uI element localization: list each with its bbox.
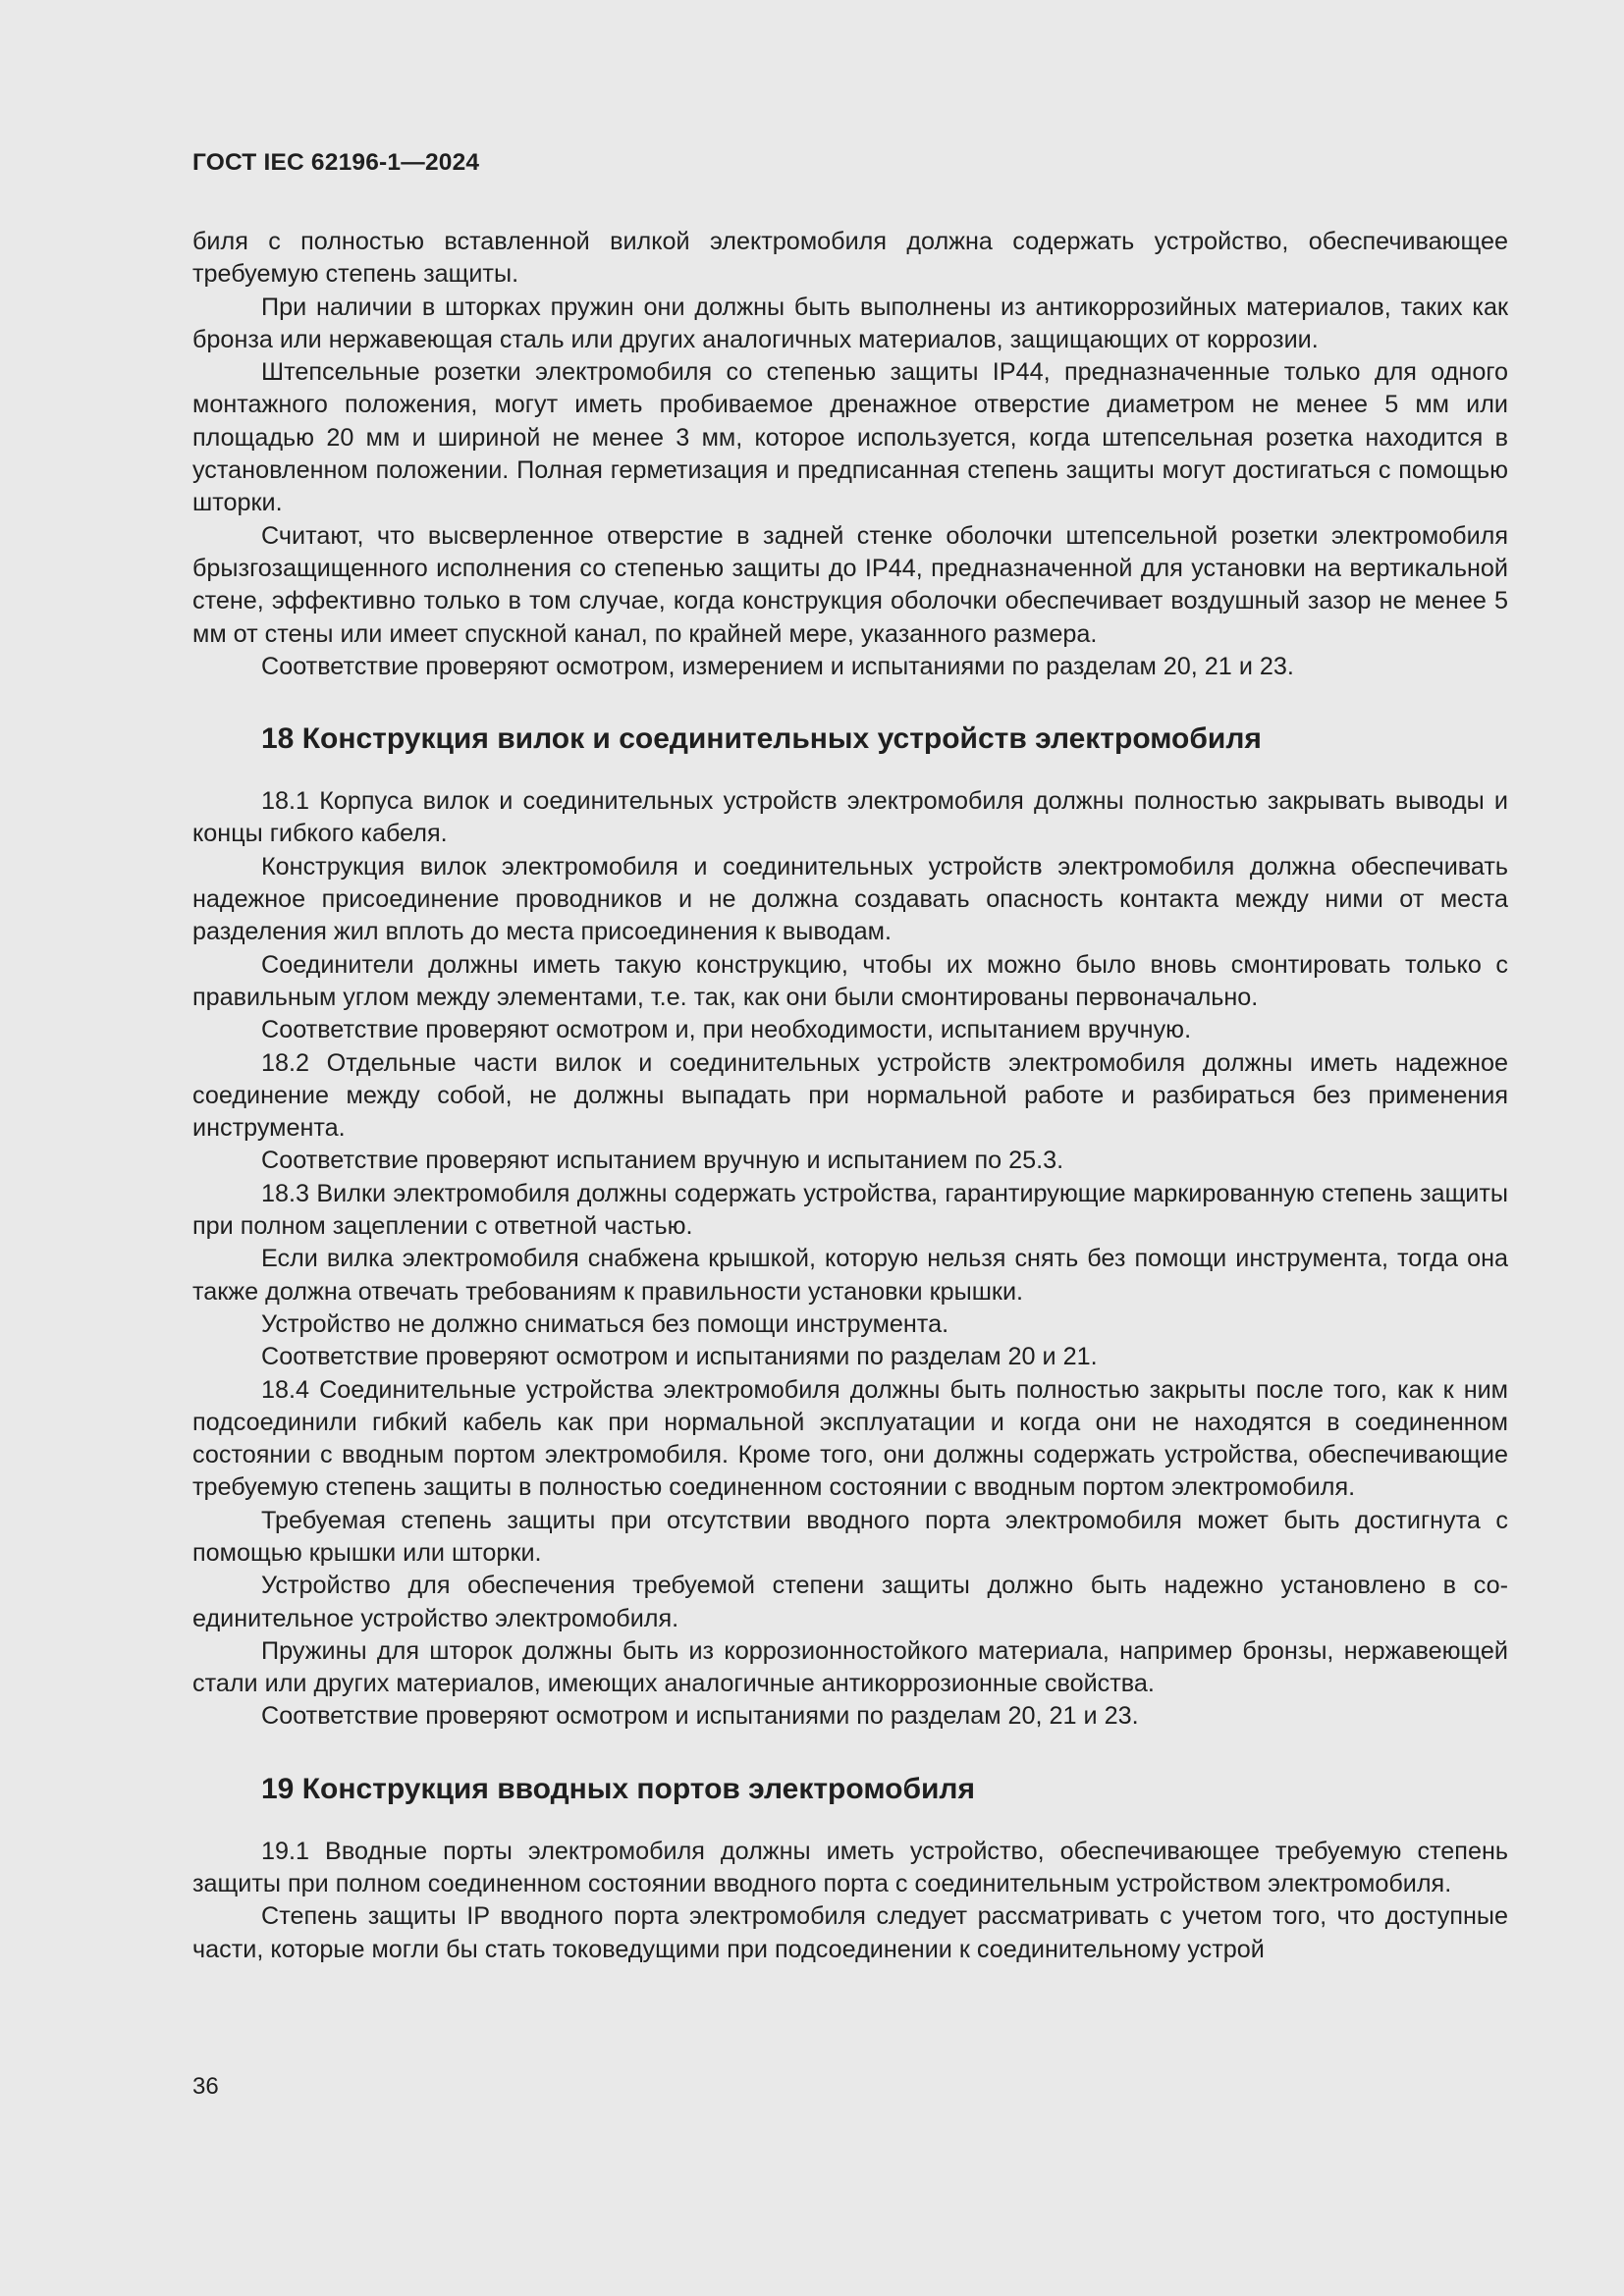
paragraph: Конструкция вилок электромобиля и соединительных устройств электромобиля должна обеспечивать надежное присоединение проводников и не должна создавать опасность контакта между ними от места разделения жил вплоть до места присоединения к выводам. bbox=[192, 852, 1508, 946]
paragraph: 18.4 Соединительные устройства электромобиля должны быть полностью закрыты после того, как к ним подсоединили гибкий кабель как при нормальной эксплуатации и когда они не находятся в соединенном состоянии с вводным портом электромобиля. Кроме того, они должны содержать устройства, обеспечивающие требуемую степень защиты в полностью соединенном состоянии с вводным портом электромобиля. bbox=[192, 1375, 1508, 1502]
paragraph: биля с полностью вставленной вилкой электромобиля должна содержать устройство, обеспечивающее требуемую степень защиты. bbox=[192, 228, 1508, 289]
paragraph: Степень защиты IP вводного порта электромобиля следует рассматривать с учетом того, что доступные части, которые могли бы стать токоведущими при подсоединении к соединительному устрой bbox=[192, 1902, 1508, 1963]
paragraph: Соответствие проверяют осмотром и испытаниями по разделам 20, 21 и 23. bbox=[261, 1702, 1139, 1731]
paragraph: Соответствие проверяют осмотром и испытаниями по разделам 20 и 21. bbox=[261, 1343, 1098, 1371]
section-heading-19: 19 Конструкция вводных портов электромобиля bbox=[261, 1772, 975, 1805]
paragraph: Соединители должны иметь такую конструкцию, чтобы их можно было вновь смонтировать только с правильным углом между элементами, т.е. так, как они были смонтированы первоначально. bbox=[192, 950, 1508, 1011]
paragraph: Пружины для шторок должны быть из коррозионностойкого материала, например бронзы, нержавеющей стали или других материалов, имеющих аналогичные антикоррозионные свойства. bbox=[192, 1636, 1508, 1698]
paragraph: 18.2 Отдельные части вилок и соединительных устройств электромобиля должны иметь надежное соединение между собой, не должны выпадать при нормальной работе и разбираться без применения инструмента. bbox=[192, 1048, 1508, 1143]
paragraph: Требуемая степень защиты при отсутствии вводного порта электромобиля может быть достигнута с помощью крышки или шторки. bbox=[192, 1506, 1508, 1567]
paragraph: Если вилка электромобиля снабжена крышкой, которую нельзя снять без помощи инструмента, тогда она также должна отвечать требованиям к правильности установки крышки. bbox=[192, 1245, 1508, 1306]
paragraph: 19.1 Вводные порты электромобиля должны иметь устройство, обеспечивающее требуемую степень защиты при полном соединенном состоянии вводного порта с соединительным устройством электромобиля. bbox=[192, 1837, 1508, 1898]
paragraph: 18.1 Корпуса вилок и соединительных устройств электромобиля должны полностью закрывать выводы и концы гибкого кабеля. bbox=[192, 787, 1508, 848]
paragraph: Устройство не должно сниматься без помощи инструмента. bbox=[261, 1309, 949, 1338]
section-heading-18: 18 Конструкция вилок и соединительных устройств электромобиля bbox=[261, 722, 1262, 756]
page-number: 36 bbox=[192, 2073, 219, 2100]
paragraph: Считают, что высверленное отверстие в задней стенке оболочки штепсельной розетки электромобиля брызгозащищенного исполнения со степенью защиты до IP44, предназначенной для установки на вертикальной стене, эффективно только в том случае, когда конструкция оболочки обеспечивает воздушный зазор не менее 5 мм от стены или имеет спускной канал, по крайней мере, указанного размера. bbox=[192, 521, 1508, 648]
paragraph: Соответствие проверяют осмотром и, при необходимости, испытанием вручную. bbox=[261, 1016, 1192, 1044]
paragraph: Соответствие проверяют осмотром, измерением и испытаниями по разделам 20, 21 и 23. bbox=[261, 652, 1294, 680]
paragraph: Штепсельные розетки электромобиля со степенью защиты IP44, предназначенные только для одного монтажного положения, могут иметь пробиваемое дренажное отверстие диаметром не менее 5 мм или площадью 20 мм и шириной не менее 3 мм, которое используется, когда штепсельная розетка находится в установленном положении. Полная герметизация и предписанная степень защиты могут достигаться с помощью шторки. bbox=[192, 358, 1508, 517]
paragraph: Соответствие проверяют испытанием вручную и испытанием по 25.3. bbox=[261, 1147, 1064, 1175]
paragraph: 18.3 Вилки электромобиля должны содержать устройства, гарантирующие маркированную степень защиты при полном зацеплении с ответной частью. bbox=[192, 1179, 1508, 1241]
paragraph: При наличии в шторках пружин они должны быть выполнены из антикоррозийных материалов, таких как бронза или нержавеющая сталь или других аналогичных материалов, защищающих от коррозии. bbox=[192, 293, 1508, 353]
document-body bbox=[192, 226, 1508, 1966]
paragraph: Устройство для обеспечения требуемой степени защиты должно быть надежно установлено в соединительное устройство электромобиля. bbox=[192, 1572, 1508, 1632]
document-header: ГОСТ IEC 62196-1—2024 bbox=[192, 149, 480, 176]
